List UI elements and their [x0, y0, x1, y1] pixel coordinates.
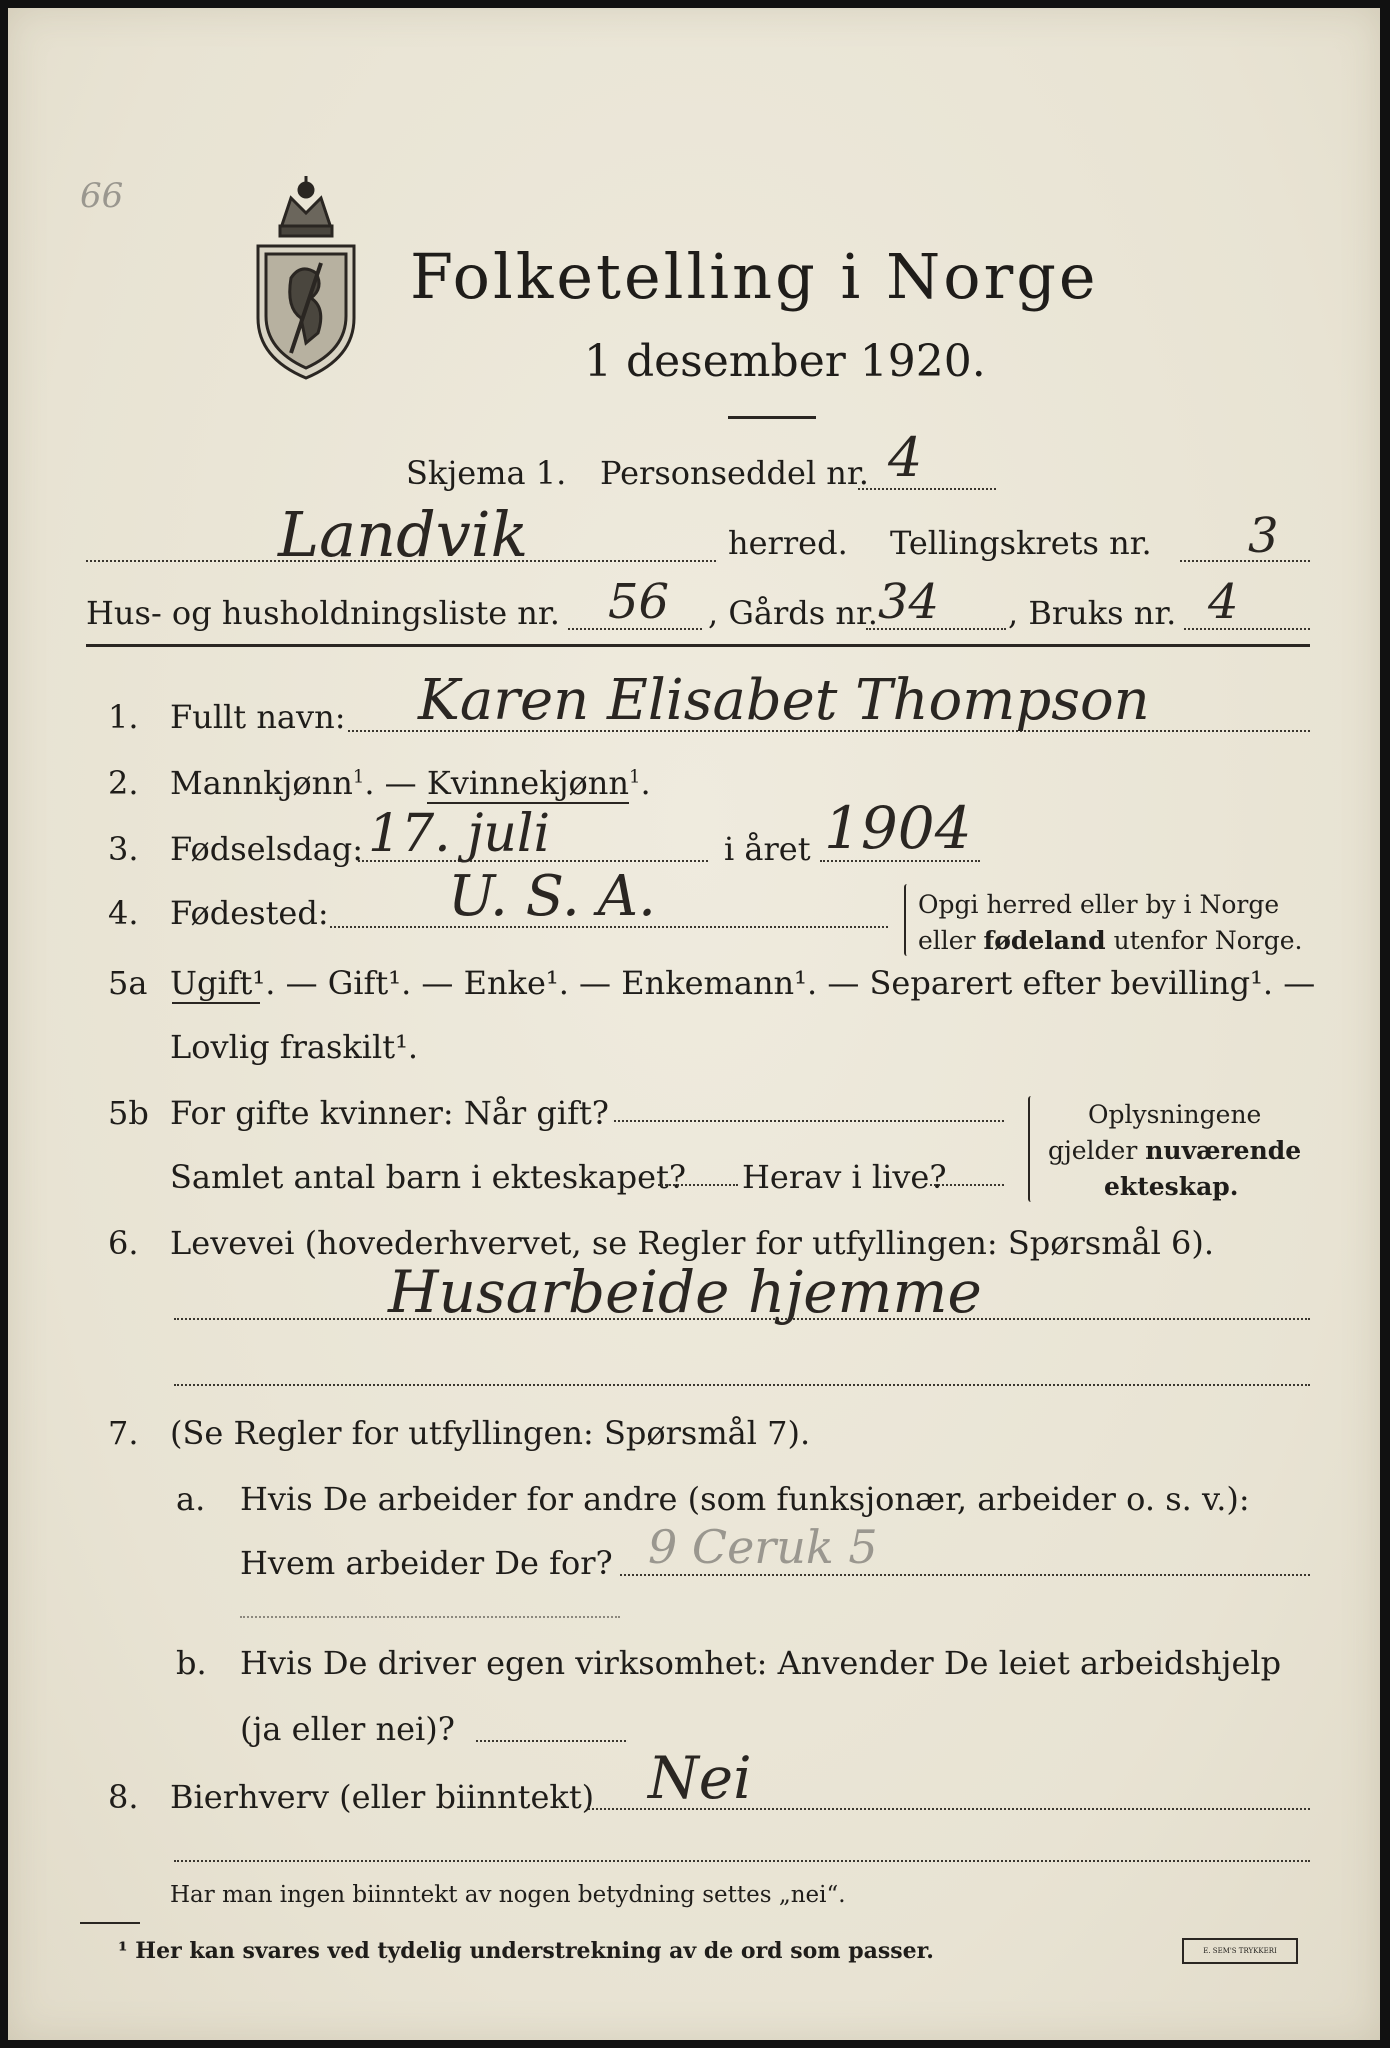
footnote: ¹ Her kan svares ved tydelig understrekning av de ord som passer. — [118, 1938, 934, 1964]
sex-male-option: Mannkjønn — [170, 764, 353, 802]
side-income-label: Bierhverv (eller biinntekt) — [170, 1778, 595, 1816]
personseddel-line — [858, 488, 996, 490]
birthplace-note-line1: Opgi herred eller by i Norge — [918, 890, 1280, 919]
note2-bold: fødeland — [983, 926, 1106, 955]
marriage-note-line3: ekteskap. — [1104, 1172, 1239, 1201]
q7b-letter: b. — [176, 1644, 207, 1682]
sex-female-footnote: 1 — [629, 766, 641, 788]
printer-stamp: E. SEM'S TRYKKERI — [1182, 1938, 1298, 1964]
birthday-label: Fødselsdag: — [170, 830, 364, 868]
employer-value: 9 Ceruk 5 — [648, 1520, 878, 1574]
tellingskrets-value: 3 — [1248, 508, 1279, 564]
gards-value: 34 — [878, 574, 940, 630]
herred-label: herred. — [728, 524, 848, 562]
marriage-note-brace — [1028, 1096, 1034, 1202]
self-employed-question: Hvis De driver egen virksomhet: Anvender De leiet arbeidshjelp — [240, 1644, 1282, 1682]
hus-value: 56 — [608, 574, 670, 630]
coat-of-arms-icon — [246, 168, 366, 383]
title-divider — [728, 416, 816, 419]
no-income-note: Har man ingen biinntekt av nogen betydning settes „nei“. — [170, 1882, 846, 1908]
q8-number: 8. — [108, 1778, 139, 1816]
header-separator — [86, 644, 1310, 647]
sex-end: . — [640, 764, 651, 802]
margin-pencil-mark: 66 — [80, 176, 124, 216]
hus-label: Hus- og husholdningsliste nr. — [86, 594, 560, 632]
hired-help-line — [476, 1740, 626, 1742]
side-income-line-2 — [174, 1860, 1310, 1862]
employer-pencil-dots — [240, 1616, 620, 1618]
footnote-rule — [80, 1922, 140, 1924]
q7a-letter: a. — [176, 1480, 206, 1518]
q5a-number: 5a — [108, 964, 148, 1002]
marriage-note-line2 — [1048, 1136, 1301, 1165]
sex-male-footnote: 1 — [352, 766, 365, 788]
tellingskrets-label: Tellingskrets nr. — [890, 524, 1152, 562]
birthplace-label: Fødested: — [170, 894, 329, 932]
sex-separator: . — — [364, 764, 427, 802]
q2-number: 2. — [108, 764, 139, 802]
form-date: 1 desember 1920. — [584, 336, 986, 387]
marriage-date-line — [614, 1120, 1004, 1122]
birthplace-note-brace — [904, 884, 910, 956]
tellingskrets-line — [1180, 560, 1310, 562]
note2-a: eller — [918, 926, 984, 955]
gards-label: , Gårds nr. — [708, 594, 878, 632]
q3-number: 3. — [108, 830, 139, 868]
bruks-label: , Bruks nr. — [1008, 594, 1177, 632]
q6-number: 6. — [108, 1224, 139, 1262]
hired-help-label: (ja eller nei)? — [240, 1710, 455, 1748]
sex-female-option: Kvinnekjønn — [426, 764, 629, 802]
census-form-sheet — [8, 8, 1380, 2040]
birthplace-note-line2 — [918, 926, 1302, 955]
children-count-line — [658, 1184, 738, 1186]
children-alive-line — [930, 1184, 1004, 1186]
children-alive-label: Herav i live? — [742, 1158, 947, 1196]
birth-year-value: 1904 — [824, 794, 972, 862]
form-title: Folketelling i Norge — [410, 240, 1099, 313]
employer-line — [620, 1574, 1310, 1576]
q4-number: 4. — [108, 894, 139, 932]
q7-number: 7. — [108, 1414, 139, 1452]
marriage-note-line1: Oplysningene — [1088, 1100, 1262, 1129]
side-income-value: Nei — [648, 1744, 752, 1812]
employer-label: Hvem arbeider De for? — [240, 1544, 613, 1582]
birth-year-label: i året — [724, 830, 811, 868]
bruks-line — [1184, 628, 1310, 630]
q5b-number: 5b — [108, 1094, 149, 1132]
sex-options — [170, 764, 651, 802]
q1-number: 1. — [108, 698, 139, 736]
full-name-value: Karen Elisabet Thompson — [418, 668, 1150, 733]
married-women-label: For gifte kvinner: Når gift? — [170, 1094, 609, 1132]
note2-c: utenfor Norge. — [1105, 926, 1303, 955]
schema-label: Skjema 1. — [406, 454, 567, 492]
birthplace-value: U. S. A. — [448, 864, 656, 929]
bruks-value: 4 — [1208, 574, 1239, 630]
marital-status-divorced: Lovlig fraskilt¹. — [170, 1028, 419, 1066]
occupation-line-2 — [174, 1384, 1310, 1386]
personseddel-value: 4 — [888, 426, 923, 489]
occupation-label: Levevei (hovederhvervet, se Regler for utfyllingen: Spørsmål 6). — [170, 1224, 1215, 1262]
employee-question: Hvis De arbeider for andre (som funksjonær, arbeider o. s. v.): — [240, 1480, 1250, 1518]
occupation-value: Husarbeide hjemme — [388, 1258, 982, 1326]
herred-value: Landvik — [278, 498, 529, 571]
mnote2-bold: nuværende — [1145, 1136, 1302, 1165]
full-name-label: Fullt navn: — [170, 698, 346, 736]
marital-status-options: Ugift¹. — Gift¹. — Enke¹. — Enkemann¹. — Separert efter bevilling¹. — — [170, 964, 1316, 1002]
ugift-underline — [172, 1002, 260, 1004]
children-count-label: Samlet antal barn i ekteskapet? — [170, 1158, 687, 1196]
employment-rules-label: (Se Regler for utfyllingen: Spørsmål 7). — [170, 1414, 811, 1452]
birthday-value: 17. juli — [368, 804, 551, 864]
personseddel-label: Personseddel nr. — [600, 454, 869, 492]
mnote2-a: gjelder — [1048, 1136, 1146, 1165]
